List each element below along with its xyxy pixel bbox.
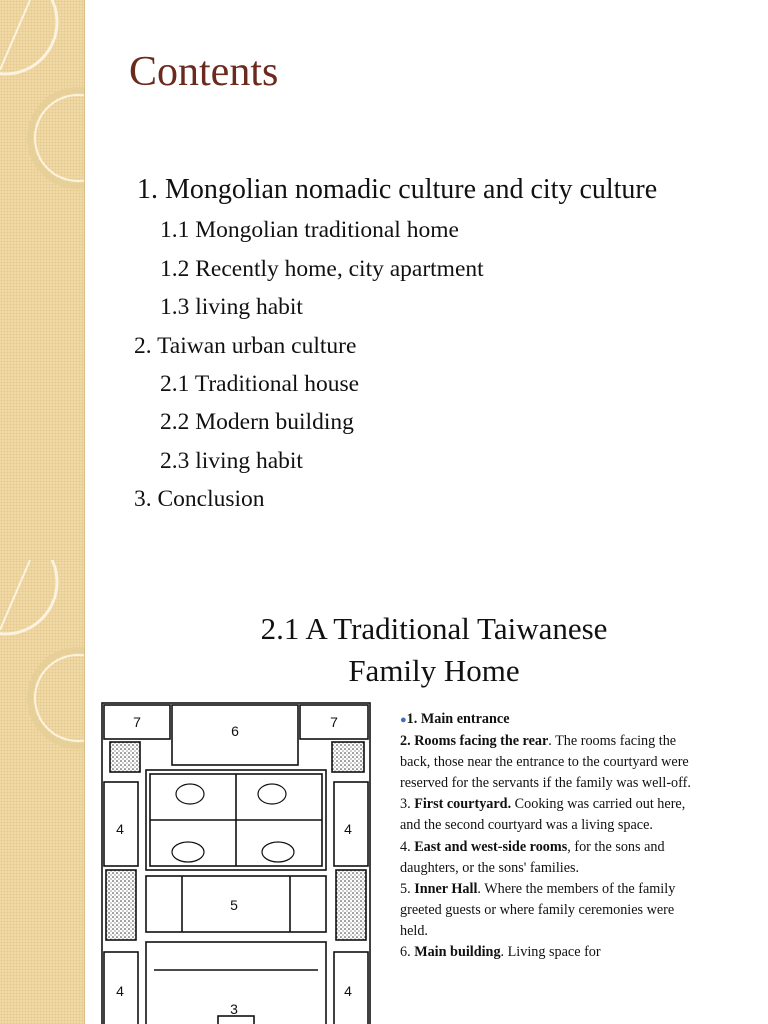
decorative-circles (0, 560, 84, 1024)
toc-item-1-2: 1.2 Recently home, city apartment (160, 256, 484, 282)
legend-item-4: 4. East and west-side rooms, for the sons and daughters, or the sons' families. (400, 838, 665, 876)
decorative-side-stripe (0, 0, 85, 560)
toc-item-1-1: 1.1 Mongolian traditional home (160, 217, 459, 243)
plan-label-inner-hall: 5 (230, 897, 238, 913)
slide-title-line-2: Family Home (348, 653, 520, 688)
decorative-side-stripe (0, 560, 85, 1024)
plan-label-rear-center: 6 (231, 723, 239, 739)
legend-item-5: 5. Inner Hall. Where the members of the family greeted guests or where family ceremonies were held. (400, 880, 676, 939)
plan-label-side-left: 4 (116, 821, 124, 837)
toc-item-1: 1. Mongolian nomadic culture and city culture (137, 174, 658, 205)
legend-item-6: 6. Main building. Living space for (400, 944, 601, 961)
decorative-circles (0, 0, 84, 560)
plan-label-entrance: 3 (230, 1001, 238, 1017)
toc-item-2-3: 2.3 living habit (160, 448, 303, 474)
plan-label-side-right: 4 (344, 821, 352, 837)
toc-item-2-2: 2.2 Modern building (160, 409, 354, 435)
legend-item-3: 3. First courtyard. Cooking was carried out here, and the second courtyard was a living space. (400, 796, 686, 834)
plan-label-rear-right: 7 (330, 714, 338, 730)
toc-item-2: 2. Taiwan urban culture (134, 333, 357, 359)
slide-title (84, 608, 768, 692)
plan-label-lower-right: 4 (344, 983, 352, 999)
toc-item-2-1: 2.1 Traditional house (160, 371, 360, 397)
legend-item-1: ●1. Main entrance (400, 711, 510, 727)
toc-item-1-3: 1.3 living habit (160, 294, 303, 320)
plan-label-lower-left: 4 (116, 983, 124, 999)
legend-item-2: 2. Rooms facing the rear. The rooms facing the back, those near the entrance to the courtyard were reserved for the servants if the family was well-off. (400, 733, 691, 792)
slide-title-line-1: 2.1 A Traditional Taiwanese (260, 611, 608, 646)
floor-plan-diagram (100, 700, 372, 1024)
bullet-icon: ● (400, 714, 407, 726)
traditional-home-slide (0, 560, 768, 1024)
toc-item-3: 3. Conclusion (134, 486, 265, 512)
floor-plan-legend (400, 709, 700, 963)
page-title: Contents (129, 49, 279, 95)
plan-label-rear-left: 7 (133, 714, 141, 730)
